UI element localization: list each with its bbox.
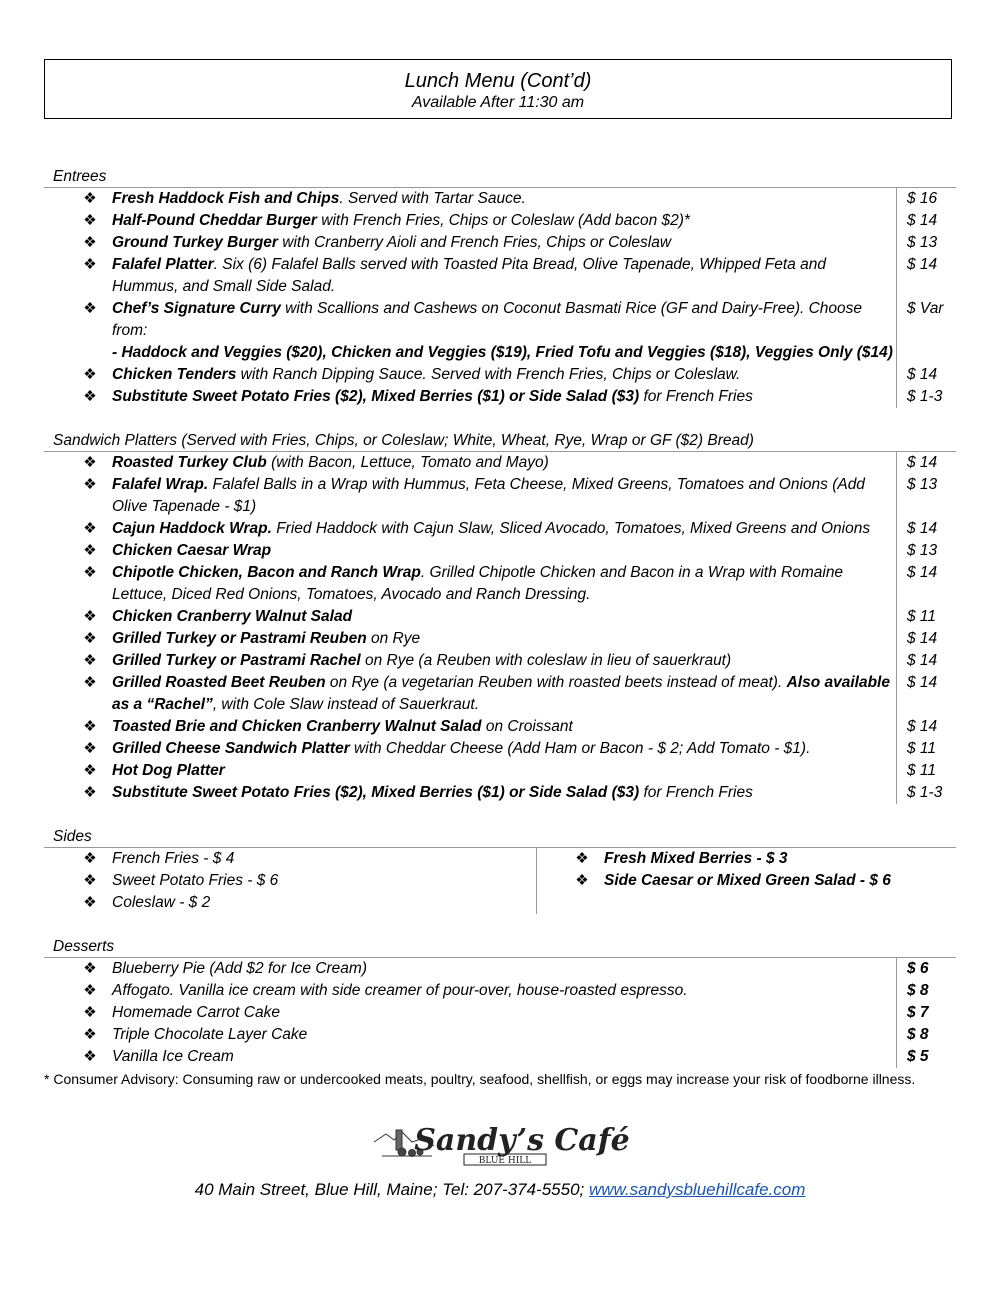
item-price: $ 7 xyxy=(896,1002,956,1024)
bullet-icon: ❖ xyxy=(83,256,97,273)
item-price: $ 1-3 xyxy=(896,782,956,804)
item-description xyxy=(112,606,894,628)
side-item xyxy=(44,892,536,914)
section-heading: Desserts xyxy=(44,936,956,958)
item-name: Toasted Brie and Chicken Cranberry Walnut Salad xyxy=(112,718,482,735)
item-price: $ 14 xyxy=(896,254,956,298)
item-name: Half-Pound Cheddar Burger xyxy=(112,212,317,229)
page-subtitle: Available After 11:30 am xyxy=(411,94,585,111)
item-price: $ 11 xyxy=(896,760,956,782)
item-detail: (with Bacon, Lettuce, Tomato and Mayo) xyxy=(266,454,549,471)
menu-item xyxy=(44,474,956,518)
bullet-icon: ❖ xyxy=(83,872,97,889)
item-name: Substitute Sweet Potato Fries ($2), Mixed Berries ($1) or Side Salad ($3) xyxy=(112,388,640,405)
dessert-item xyxy=(44,958,956,980)
menu-item xyxy=(44,738,956,760)
item-detail: for French Fries xyxy=(639,784,753,801)
side-item-text: Sweet Potato Fries - $ 6 xyxy=(112,872,279,889)
item-price: $ Var xyxy=(896,298,956,364)
item-detail: on Rye xyxy=(366,630,421,647)
item-name: Chipotle Chicken, Bacon and Ranch Wrap xyxy=(112,564,421,581)
item-price: $ 13 xyxy=(896,540,956,562)
bullet-icon: ❖ xyxy=(83,388,97,405)
item-price: $ 14 xyxy=(896,452,956,474)
page-title: Lunch Menu (Cont’d) xyxy=(404,70,592,92)
menu-item xyxy=(44,364,956,386)
section-heading: Entrees xyxy=(44,166,956,188)
menu-item xyxy=(44,298,956,364)
item-description xyxy=(112,1024,894,1046)
item-name: Grilled Turkey or Pastrami Rachel xyxy=(112,652,361,669)
side-item-text: Fresh Mixed Berries - $ 3 xyxy=(604,850,788,867)
item-name: Blueberry Pie (Add $2 for Ice Cream) xyxy=(112,960,367,977)
item-name: Triple Chocolate Layer Cake xyxy=(112,1026,308,1043)
menu-item xyxy=(44,650,956,672)
sides-right-column xyxy=(536,848,956,892)
item-price: $ 13 xyxy=(896,232,956,254)
item-name: Affogato. Vanilla ice cream with side creamer of pour-over, house-roasted espresso. xyxy=(112,982,688,999)
entrees-list xyxy=(44,188,956,408)
bullet-icon: ❖ xyxy=(83,894,97,911)
item-price: $ 14 xyxy=(896,210,956,232)
bullet-icon: ❖ xyxy=(83,1048,97,1065)
item-description xyxy=(112,650,894,672)
logo-subtitle: BLUE HILL xyxy=(478,1156,532,1166)
bullet-icon: ❖ xyxy=(83,630,97,647)
item-description xyxy=(112,738,894,760)
menu-item xyxy=(44,782,956,804)
item-name: Grilled Cheese Sandwich Platter xyxy=(112,740,350,757)
item-name: Falafel Platter xyxy=(112,256,214,273)
item-detail: with Cranberry Aioli and French Fries, Chips or Coleslaw xyxy=(277,234,672,251)
item-description xyxy=(112,232,894,254)
bullet-icon: ❖ xyxy=(83,762,97,779)
item-price: $ 16 xyxy=(896,188,956,210)
item-description xyxy=(112,628,894,650)
item-description xyxy=(112,254,894,298)
menu-item xyxy=(44,540,956,562)
item-detail: . Six (6) Falafel Balls served with Toasted Pita Bread, Olive Tapenade, Whipped Feta and Hummus, and Small Side Salad. xyxy=(112,256,826,295)
menu-item xyxy=(44,386,956,408)
bullet-icon: ❖ xyxy=(83,564,97,581)
item-price: $ 5 xyxy=(896,1046,956,1068)
sides-left-column xyxy=(44,848,537,914)
website-link[interactable]: www.sandysbluehillcafe.com xyxy=(588,1180,806,1199)
item-price: $ 11 xyxy=(896,738,956,760)
item-price: $ 14 xyxy=(896,562,956,606)
item-description xyxy=(112,1046,894,1068)
bullet-icon: ❖ xyxy=(83,850,97,867)
logo-wordmark: Sandy’s Café xyxy=(414,1123,630,1158)
item-detail-alt: , with Cole Slaw instead of Sauerkraut. xyxy=(212,696,480,713)
sides-section xyxy=(44,826,956,914)
item-price: $ 13 xyxy=(896,474,956,518)
item-detail: on Rye (a vegetarian Reuben with roasted beets instead of meat). xyxy=(325,674,787,691)
title-box xyxy=(44,59,952,119)
item-name: Ground Turkey Burger xyxy=(112,234,278,251)
consumer-advisory: * Consumer Advisory: Consuming raw or undercooked meats, poultry, seafood, shellfish, or eggs may increase your risk of foodborne illness. xyxy=(44,1071,916,1087)
bullet-icon: ❖ xyxy=(83,1026,97,1043)
item-description xyxy=(112,958,894,980)
bullet-icon: ❖ xyxy=(83,476,97,493)
item-detail: with Cheddar Cheese (Add Ham or Bacon - $ 2; Add Tomato - $1). xyxy=(349,740,811,757)
bullet-icon: ❖ xyxy=(575,872,589,889)
menu-item xyxy=(44,716,956,738)
bullet-icon: ❖ xyxy=(83,982,97,999)
bullet-icon: ❖ xyxy=(83,520,97,537)
bullet-icon: ❖ xyxy=(83,234,97,251)
item-description xyxy=(112,188,894,210)
bullet-icon: ❖ xyxy=(83,1004,97,1021)
item-detail: Falafel Balls in a Wrap with Hummus, Feta Cheese, Mixed Greens, Tomatoes and Onions (Add Olive Tapenade - $1) xyxy=(112,476,865,515)
side-item xyxy=(44,848,536,870)
item-description xyxy=(112,716,894,738)
sandwich-list xyxy=(44,452,956,804)
item-price: $ 8 xyxy=(896,980,956,1002)
item-name: Homemade Carrot Cake xyxy=(112,1004,280,1021)
item-name: Fresh Haddock Fish and Chips xyxy=(112,190,340,207)
item-description xyxy=(112,474,894,518)
side-item-text: Coleslaw - $ 2 xyxy=(112,894,211,911)
menu-item xyxy=(44,606,956,628)
bullet-icon: ❖ xyxy=(83,718,97,735)
item-price: $ 6 xyxy=(896,958,956,980)
item-price: $ 1-3 xyxy=(896,386,956,408)
item-name: Chicken Tenders xyxy=(112,366,237,383)
item-detail: with Scallions and Cashews on Coconut Basmati Rice (GF and Dairy-Free). Choose from: xyxy=(112,300,863,339)
menu-item xyxy=(44,452,956,474)
item-description xyxy=(112,210,894,232)
dessert-item xyxy=(44,980,956,1002)
side-item-text: French Fries - $ 4 xyxy=(112,850,235,867)
side-item xyxy=(536,870,956,892)
item-price: $ 14 xyxy=(896,672,956,716)
item-description xyxy=(112,782,894,804)
item-price: $ 14 xyxy=(896,518,956,540)
bullet-icon: ❖ xyxy=(83,674,97,691)
item-name-alt: Also available as a “Rachel” xyxy=(112,674,890,713)
bullet-icon: ❖ xyxy=(83,740,97,757)
item-name: Chicken Caesar Wrap xyxy=(112,542,272,559)
item-description xyxy=(112,540,894,562)
item-name: Grilled Roasted Beet Reuben xyxy=(112,674,326,691)
bullet-icon: ❖ xyxy=(83,960,97,977)
bullet-icon: ❖ xyxy=(83,542,97,559)
menu-item xyxy=(44,232,956,254)
item-detail: Fried Haddock with Cajun Slaw, Sliced Avocado, Tomatoes, Mixed Greens and Onions xyxy=(271,520,871,537)
menu-item xyxy=(44,760,956,782)
menu-item xyxy=(44,518,956,540)
item-name: Chicken Cranberry Walnut Salad xyxy=(112,608,353,625)
dessert-item xyxy=(44,1002,956,1024)
item-name: Substitute Sweet Potato Fries ($2), Mixed Berries ($1) or Side Salad ($3) xyxy=(112,784,640,801)
menu-item xyxy=(44,562,956,606)
item-description xyxy=(112,298,894,342)
item-options-text: - Haddock and Veggies ($20), Chicken and Veggies ($19), Fried Tofu and Veggies ($18), Veggies Only ($14) xyxy=(112,344,893,361)
item-name: Falafel Wrap. xyxy=(112,476,209,493)
sandys-cafe-logo xyxy=(372,1120,632,1170)
item-price: $ 14 xyxy=(896,364,956,386)
section-heading: Sandwich Platters (Served with Fries, Chips, or Coleslaw; White, Wheat, Rye, Wrap or GF ($2) Bread) xyxy=(44,430,956,452)
menu-item xyxy=(44,188,956,210)
footer xyxy=(0,1178,1000,1202)
item-options xyxy=(112,342,894,364)
item-price: $ 14 xyxy=(896,716,956,738)
item-detail: . Grilled Chipotle Chicken and Bacon in a Wrap with Romaine Lettuce, Diced Red Onions, Tomatoes, Avocado and Ranch Dressing. xyxy=(112,564,844,603)
item-price: $ 14 xyxy=(896,650,956,672)
item-description xyxy=(112,386,894,408)
bullet-icon: ❖ xyxy=(83,608,97,625)
menu-item xyxy=(44,672,956,716)
menu-item xyxy=(44,254,956,298)
dessert-item xyxy=(44,1046,956,1068)
bullet-icon: ❖ xyxy=(83,652,97,669)
item-description xyxy=(112,980,894,1002)
footer-address: 40 Main Street, Blue Hill, Maine; Tel: 207-374-5550; xyxy=(194,1180,589,1199)
item-description xyxy=(112,452,894,474)
bullet-icon: ❖ xyxy=(575,850,589,867)
bullet-icon: ❖ xyxy=(83,366,97,383)
item-description xyxy=(112,518,894,540)
item-detail: on Croissant xyxy=(481,718,573,735)
dessert-item xyxy=(44,1024,956,1046)
item-description xyxy=(112,1002,894,1024)
item-description xyxy=(112,562,894,606)
item-name: Hot Dog Platter xyxy=(112,762,225,779)
item-name: Cajun Haddock Wrap. xyxy=(112,520,272,537)
item-detail: on Rye (a Reuben with coleslaw in lieu of sauerkraut) xyxy=(360,652,732,669)
bullet-icon: ❖ xyxy=(83,190,97,207)
item-description xyxy=(112,672,894,716)
sandwich-section xyxy=(44,430,956,804)
item-description xyxy=(112,364,894,386)
bullet-icon: ❖ xyxy=(83,212,97,229)
item-detail: with Ranch Dipping Sauce. Served with French Fries, Chips or Coleslaw. xyxy=(236,366,741,383)
item-detail: with French Fries, Chips or Coleslaw (Add bacon $2)* xyxy=(316,212,690,229)
bullet-icon: ❖ xyxy=(83,300,97,317)
item-detail: . Served with Tartar Sauce. xyxy=(339,190,526,207)
bullet-icon: ❖ xyxy=(83,784,97,801)
side-item-text: Side Caesar or Mixed Green Salad - $ 6 xyxy=(604,872,891,889)
item-price: $ 8 xyxy=(896,1024,956,1046)
item-price: $ 14 xyxy=(896,628,956,650)
side-item xyxy=(536,848,956,870)
desserts-list xyxy=(44,958,956,1068)
menu-item xyxy=(44,210,956,232)
item-name: Roasted Turkey Club xyxy=(112,454,267,471)
menu-item xyxy=(44,628,956,650)
bullet-icon: ❖ xyxy=(83,454,97,471)
item-name: Vanilla Ice Cream xyxy=(112,1048,234,1065)
item-price: $ 11 xyxy=(896,606,956,628)
item-name: Chef’s Signature Curry xyxy=(112,300,281,317)
entrees-section xyxy=(44,166,956,408)
side-item xyxy=(44,870,536,892)
item-detail: for French Fries xyxy=(639,388,753,405)
item-name: Grilled Turkey or Pastrami Reuben xyxy=(112,630,367,647)
section-heading: Sides xyxy=(44,826,956,848)
desserts-section xyxy=(44,936,956,1068)
sides-grid xyxy=(44,848,956,914)
item-description xyxy=(112,760,894,782)
